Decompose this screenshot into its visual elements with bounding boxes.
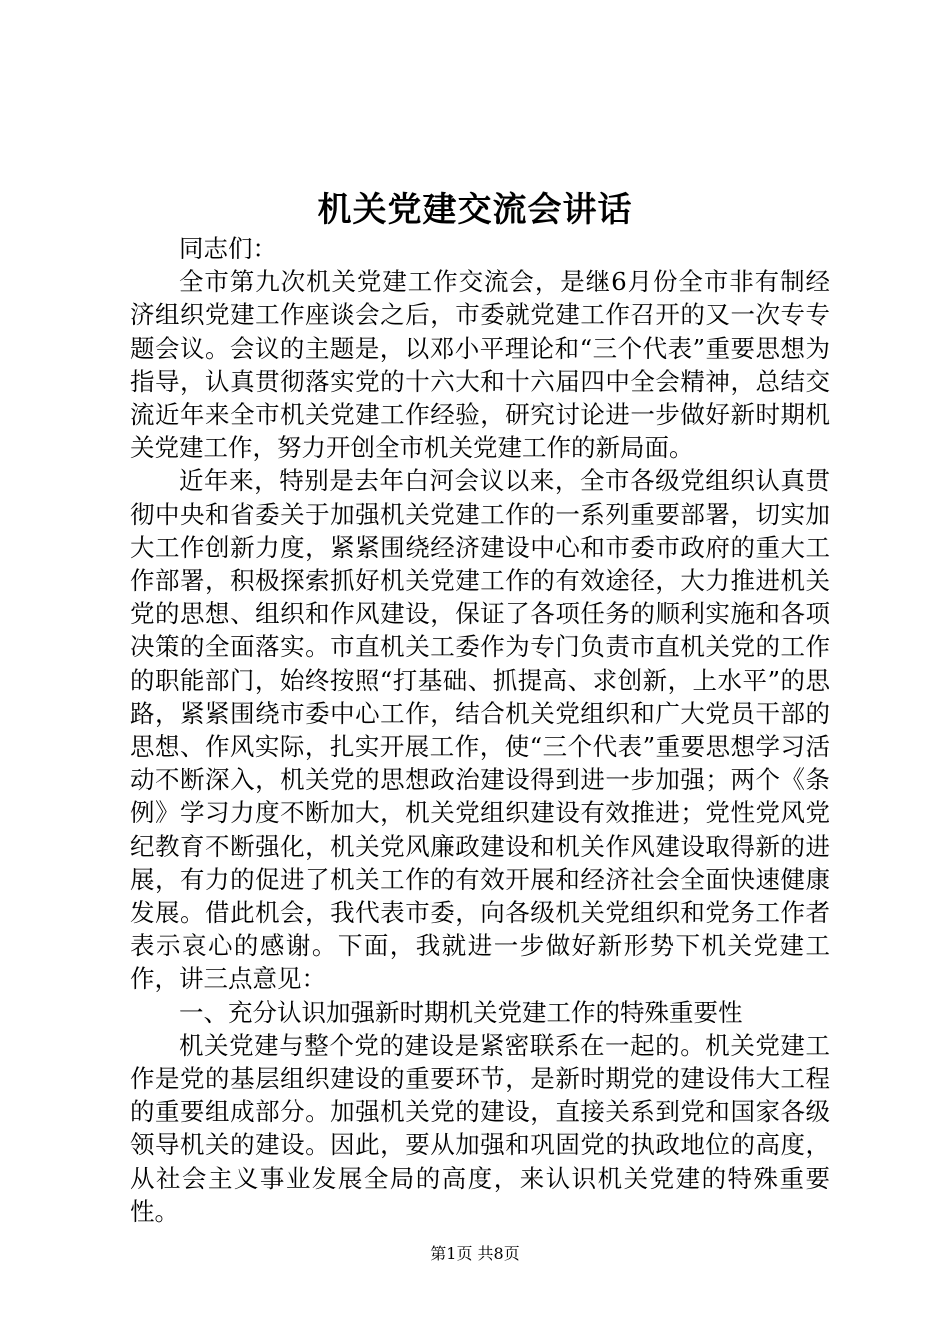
section-heading-1: 一、充分认识加强新时期机关党建工作的特殊重要性: [179, 997, 743, 1027]
paragraph-2: 近年来，特别是去年白河会议以来，全市各级党组织认真贯彻中央和省委关于加强机关党建工作的一系列重要部署，切实加大工作创新力度，紧紧围绕经济建设中心和市委市政府的重大工作部署，积极探索抓好机关党建工作的有效途径，大力推进机关党的思想、组织和作风建设，保证了各项任务的顺利实施和各项决策的全面落实。市直机关工委作为专门负责市直机关党的工作的职能部门，始终按照“打基础、抓提高、求创新，上水平”的思路，紧紧围绕市委中心工作，结合机关党组织和广大党员干部的思想、作风实际，扎实开展工作，使“三个代表”重要思想学习活动不断深入，机关党的思想政治建设得到进一步加强；两个《条例》学习力度不断加大，机关党组织建设有效推进；党性党风党纪教育不断强化，机关党风廉政建设和机关作风建设取得新的进展，有力的促进了机关工作的有效开展和经济社会全面快速健康发展。借此机会，我代表市委，向各级机关党组织和党务工作者表示哀心的感谢。下面，我就进一步做好新形势下机关党建工作，讲三点意见：: [130, 466, 830, 994]
paragraph-3: 机关党建与整个党的建设是紧密联系在一起的。机关党建工作是党的基层组织建设的重要环节，是新时期党的建设伟大工程的重要组成部分。加强机关党的建设，直接关系到党和国家各级领导机关的建设。因此，要从加强和巩固党的执政地位的高度，从社会主义事业发展全局的高度，来认识机关党建的特殊重要性。: [130, 1030, 830, 1226]
page-footer: 第1页 共8页: [430, 1244, 520, 1263]
document-body: [130, 232, 830, 1228]
salutation: 同志们：: [179, 234, 277, 263]
document-title: 机关党建交流会讲话: [317, 190, 633, 230]
paragraph-1: 全市第九次机关党建工作交流会，是继6月份全市非有制经济组织党建工作座谈会之后，市委就党建工作召开的又一次专专题会议。会议的主题是，以邓小平理论和“三个代表”重要思想为指导，认真贯彻落实党的十六大和十六届四中全会精神，总结交流近年来全市机关党建工作经验，研究讨论进一步做好新时期机关党建工作，努力开创全市机关党建工作的新局面。: [130, 267, 830, 463]
